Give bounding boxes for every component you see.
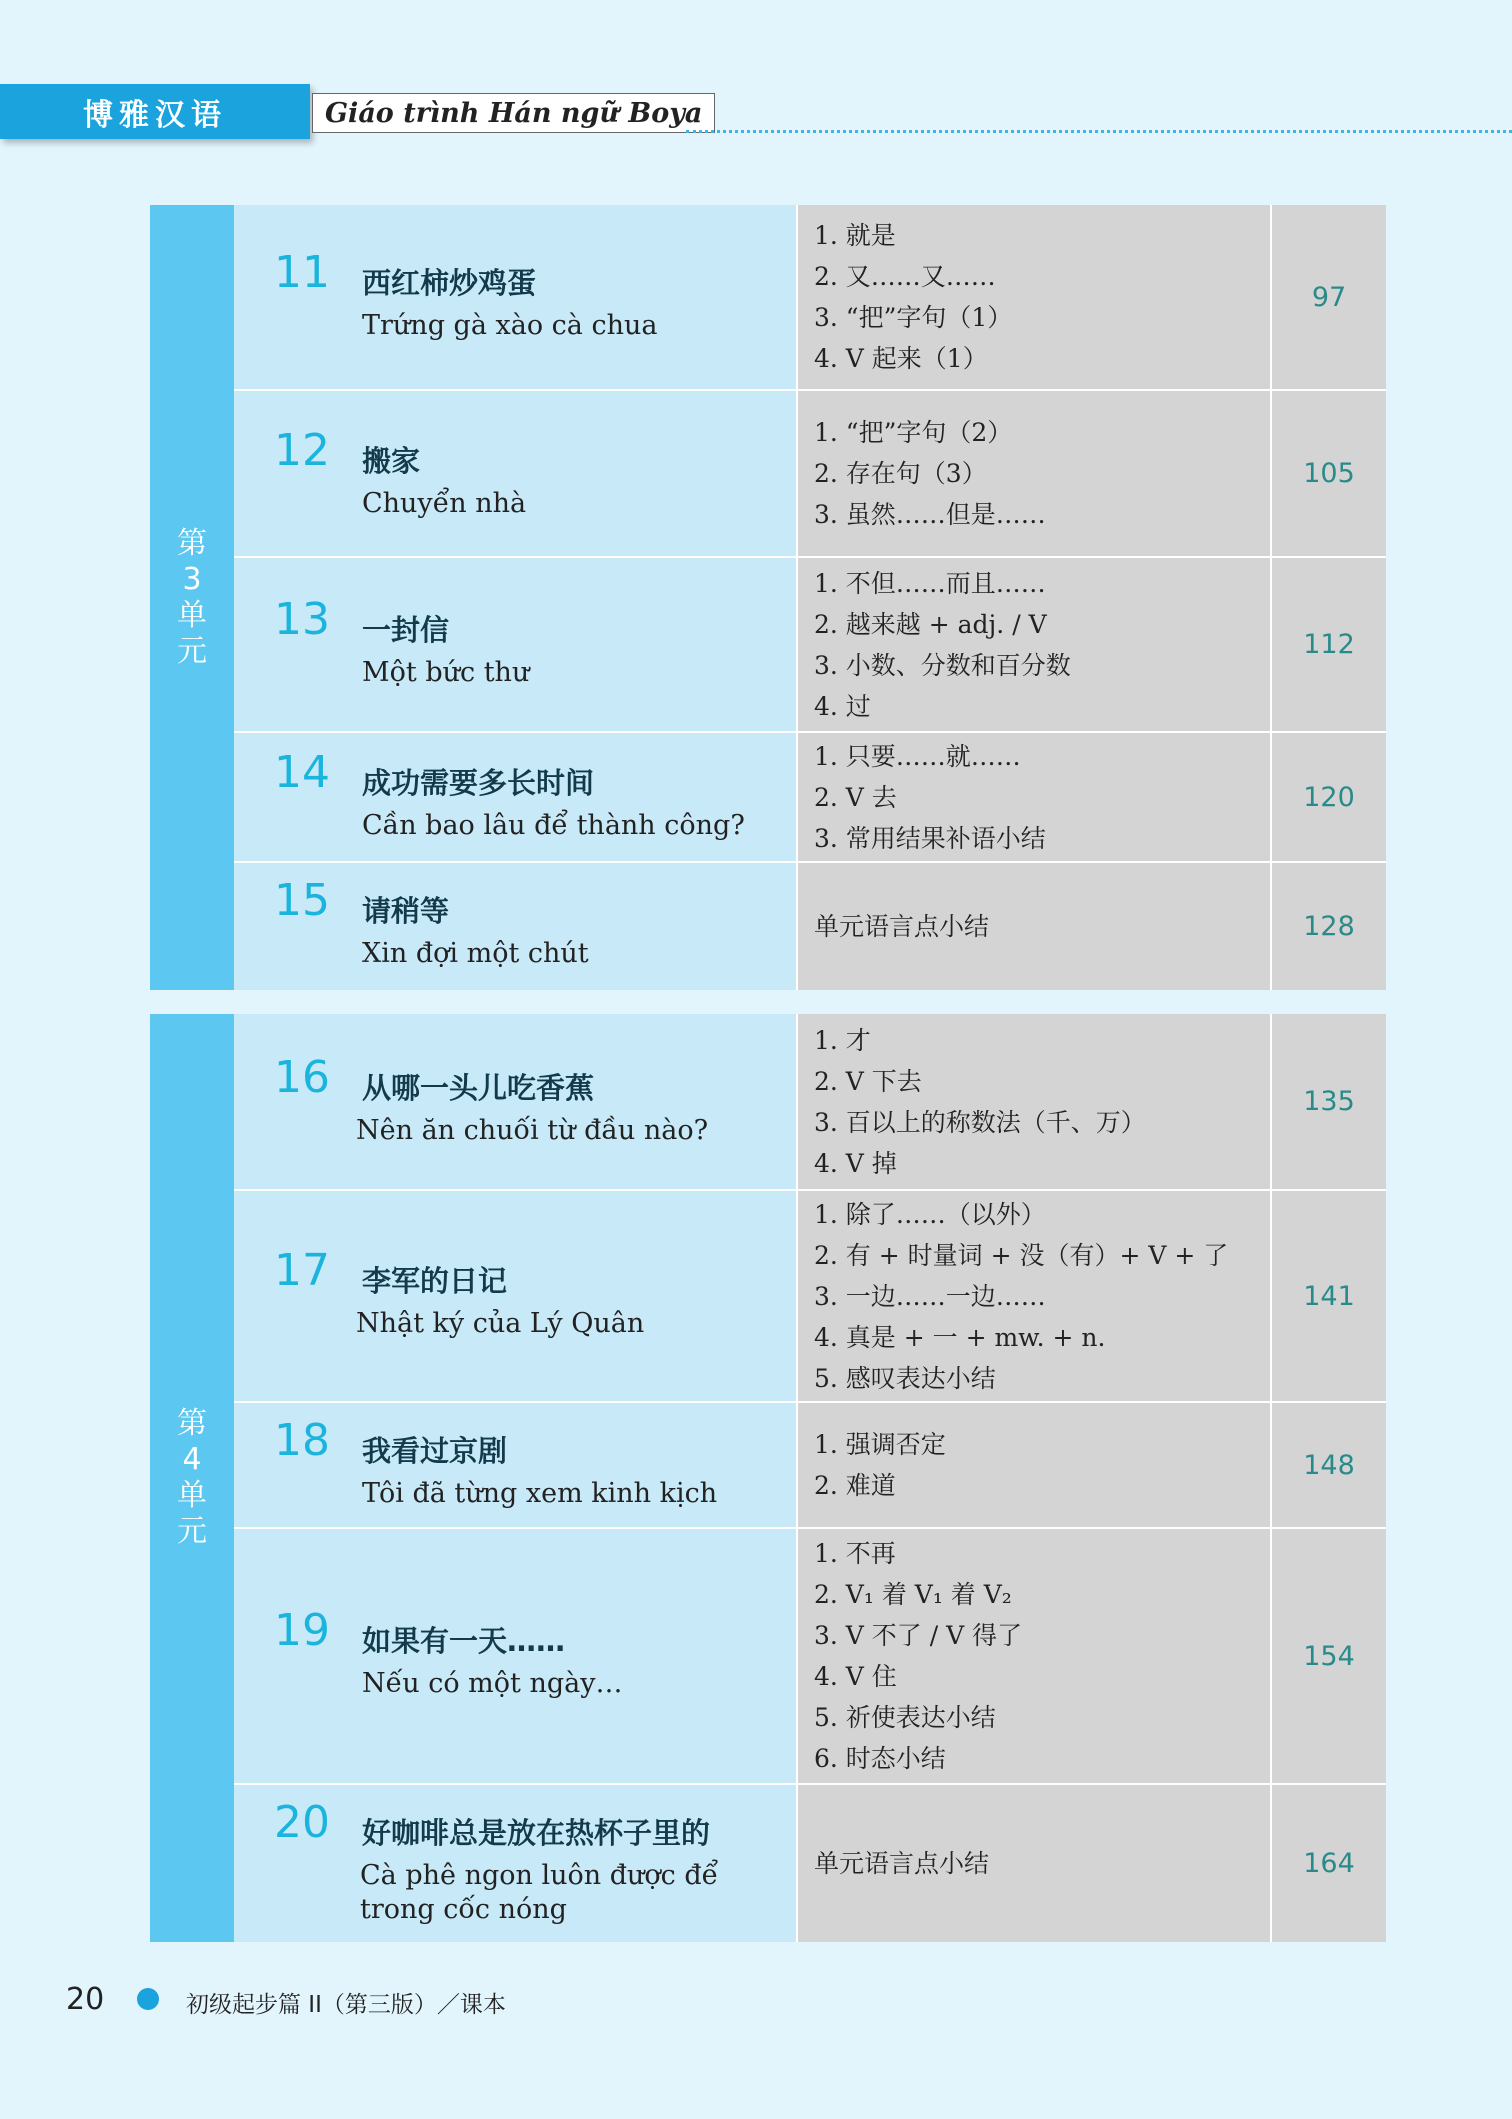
lesson-title-cell: [234, 863, 798, 990]
grammar-item: 5. 祈使表达小结: [814, 1703, 996, 1732]
lesson-title-cell: [234, 1529, 798, 1783]
grammar-item: 3. 常用结果补语小结: [814, 823, 1046, 853]
unit-label-char: 第: [177, 525, 207, 561]
lesson-title-vi: Một bức thư: [362, 657, 530, 688]
grammar-item: 2. V₁ 着 V₁ 着 V₂: [814, 1580, 1012, 1609]
page-number-cell: 105: [1272, 391, 1386, 556]
lesson-row-19[interactable]: [234, 1529, 1386, 1785]
grammar-cell: [798, 733, 1272, 861]
book-series-tab: 博雅汉语: [0, 84, 310, 139]
grammar-item: 1. 就是: [814, 221, 896, 250]
lesson-title-vi: Nên ăn chuối từ đầu nào?: [356, 1115, 709, 1146]
lesson-title-zh: 成功需要多长时间: [362, 766, 595, 800]
page-number-cell: 120: [1272, 733, 1386, 861]
lesson-title-cell: [234, 1014, 798, 1189]
page-number-cell: 135: [1272, 1014, 1386, 1189]
lesson-title-vi: Cần bao lâu để thành công?: [362, 810, 745, 841]
lesson-title-zh: 从哪一头儿吃香蕉: [362, 1071, 595, 1105]
lesson-title-cell: [234, 1785, 798, 1942]
grammar-item: 单元语言点小结: [814, 1849, 990, 1878]
grammar-item: 2. 又……又……: [814, 262, 996, 291]
lesson-row-20[interactable]: [234, 1785, 1386, 1942]
lesson-row-11[interactable]: [234, 205, 1386, 391]
lesson-title-cell: [234, 391, 798, 556]
unit-label-char: 第: [177, 1406, 207, 1441]
book-title-box: Giáo trình Hán ngữ Boya: [312, 93, 715, 133]
footer-page-number: 20: [66, 1982, 105, 2017]
grammar-item: 2. 难道: [814, 1471, 896, 1500]
lesson-title-cell: [234, 558, 798, 731]
footer-bullet-icon: [137, 1988, 159, 2010]
grammar-item: 6. 时态小结: [814, 1744, 946, 1773]
grammar-item: 5. 感叹表达小结: [814, 1363, 996, 1393]
unit-label-char: 元: [177, 633, 207, 669]
grammar-cell: [798, 205, 1272, 389]
unit-label-char: 3: [182, 561, 202, 597]
unit-3-label: [150, 205, 234, 990]
lesson-row-16[interactable]: [234, 1014, 1386, 1191]
unit-4-label: [150, 1014, 234, 1942]
lesson-number: 16: [274, 1052, 330, 1103]
lesson-number: 18: [274, 1415, 330, 1466]
lesson-title-zh: 一封信: [362, 613, 450, 647]
lesson-number: 20: [274, 1797, 330, 1848]
grammar-item: 3. 小数、分数和百分数: [814, 650, 1071, 680]
lesson-title-vi: Tôi đã từng xem kinh kịch: [362, 1478, 718, 1509]
lesson-row-15[interactable]: [234, 863, 1386, 990]
lesson-title-cell: [234, 205, 798, 389]
lesson-title-cell: [234, 1191, 798, 1401]
lesson-row-18[interactable]: [234, 1403, 1386, 1529]
page-number-cell: 164: [1272, 1785, 1386, 1942]
lesson-title-vi: Nhật ký của Lý Quân: [356, 1308, 645, 1339]
lesson-title-zh: 如果有一天……: [362, 1624, 566, 1658]
lesson-title-vi: Chuyển nhà: [362, 488, 527, 519]
lesson-number: 15: [274, 875, 330, 926]
lesson-title-cell: [234, 733, 798, 861]
grammar-item: 3. V 不了 / V 得了: [814, 1621, 1023, 1650]
grammar-item: 3. 百以上的称数法（千、万）: [814, 1107, 1146, 1137]
unit-label-char: 单: [177, 597, 207, 633]
unit-label-char: 元: [177, 1514, 207, 1549]
grammar-item: 3. “把”字句（1）: [814, 303, 1013, 332]
grammar-item: 2. 存在句（3）: [814, 459, 987, 488]
lesson-title-zh: 李军的日记: [362, 1264, 508, 1298]
lesson-row-13[interactable]: [234, 558, 1386, 733]
lesson-number: 17: [274, 1245, 330, 1296]
grammar-cell: [798, 558, 1272, 731]
lesson-title-zh: 西红柿炒鸡蛋: [362, 266, 537, 300]
grammar-item: 2. 有 + 时量词 + 没（有）+ V + 了: [814, 1240, 1229, 1270]
grammar-item: 4. V 住: [814, 1662, 897, 1691]
grammar-item: 4. 过: [814, 691, 871, 721]
lesson-row-12[interactable]: [234, 391, 1386, 558]
lesson-number: 19: [274, 1605, 330, 1656]
lesson-title-zh: 请稍等: [362, 894, 450, 928]
grammar-item: 4. V 掉: [814, 1148, 897, 1178]
page-number-cell: 128: [1272, 863, 1386, 990]
grammar-cell: [798, 1014, 1272, 1189]
unit-label-char: 单: [177, 1478, 207, 1513]
page-number-cell: 148: [1272, 1403, 1386, 1527]
grammar-item: 2. 越来越 + adj. / V: [814, 609, 1047, 639]
grammar-item: 1. 才: [814, 1025, 871, 1055]
page-number-cell: 112: [1272, 558, 1386, 731]
grammar-item: 1. 不但……而且……: [814, 568, 1046, 598]
page-number-cell: 154: [1272, 1529, 1386, 1783]
lesson-title-zh: 搬家: [362, 444, 421, 478]
grammar-item: 3. 一边……一边……: [814, 1281, 1046, 1311]
page-number-cell: 97: [1272, 205, 1386, 389]
unit-label-char: 4: [182, 1442, 202, 1477]
lesson-title-vi: Nếu có một ngày…: [362, 1668, 623, 1699]
footer-book-title: 初级起步篇 II（第三版）／课本: [186, 1992, 506, 2018]
grammar-cell: [798, 391, 1272, 556]
grammar-cell: [798, 1403, 1272, 1527]
grammar-item: 2. V 下去: [814, 1066, 922, 1096]
lesson-title-vi: Trứng gà xào cà chua: [362, 310, 658, 341]
grammar-item: 3. 虽然……但是……: [814, 500, 1046, 529]
lesson-title-zh: 我看过京剧: [362, 1434, 508, 1468]
grammar-cell: [798, 1529, 1272, 1783]
grammar-cell: [798, 1191, 1272, 1401]
lesson-row-14[interactable]: [234, 733, 1386, 863]
grammar-item: 1. 强调否定: [814, 1430, 946, 1459]
header-dotted-rule: [686, 130, 1512, 133]
grammar-item: 单元语言点小结: [814, 912, 990, 941]
lesson-title-vi: Cà phê ngon luôn được để trong cốc nóng: [360, 1860, 719, 1925]
grammar-item: 1. 只要……就……: [814, 741, 1021, 771]
lesson-title-zh: 好咖啡总是放在热杯子里的: [362, 1816, 711, 1850]
page-number-cell: 141: [1272, 1191, 1386, 1401]
grammar-item: 4. 真是 + 一 + mw. + n.: [814, 1322, 1106, 1352]
lesson-number: 14: [274, 747, 330, 798]
grammar-item: 4. V 起来（1）: [814, 344, 988, 373]
lesson-number: 13: [274, 594, 330, 645]
grammar-item: 2. V 去: [814, 782, 897, 812]
grammar-item: 1. “把”字句（2）: [814, 418, 1013, 447]
lesson-title-vi: Xin đợi một chút: [362, 938, 589, 969]
grammar-cell: [798, 1785, 1272, 1942]
unit-4-block: [150, 1014, 1386, 1942]
unit-3-block: [150, 205, 1386, 990]
grammar-cell: [798, 863, 1272, 990]
lesson-number: 12: [274, 425, 330, 476]
lesson-row-17[interactable]: [234, 1191, 1386, 1403]
grammar-item: 1. 除了……（以外）: [814, 1199, 1046, 1229]
grammar-item: 1. 不再: [814, 1539, 896, 1568]
lesson-number: 11: [274, 247, 330, 298]
lesson-title-cell: [234, 1403, 798, 1527]
